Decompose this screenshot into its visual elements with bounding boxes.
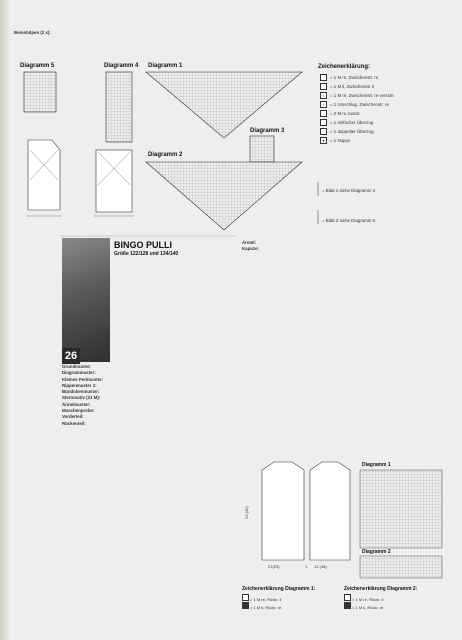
legend-item xyxy=(320,119,373,126)
blatt-2-label: = Blatt 2 siehe Diagramm 5 xyxy=(322,218,376,223)
label-maschenprobe: Maschenprobe: xyxy=(62,408,95,414)
diagram-1-label: Diagramm 1 xyxy=(148,63,183,69)
model-photo xyxy=(62,238,110,362)
legend-item xyxy=(320,128,374,135)
label-rippenmuster: Rippenmuster 1: xyxy=(62,382,97,388)
stitch-symbol-icon xyxy=(320,74,327,81)
schematic-label-4: 23 (46) xyxy=(243,506,249,519)
legend-1-item-a xyxy=(242,594,281,602)
stitch-symbol-icon xyxy=(320,83,327,90)
stitch-symbol-icon xyxy=(320,128,327,135)
purl-symbol-icon xyxy=(242,602,249,609)
legend-item xyxy=(320,83,374,90)
legend-1-title: Zeichenerklärung Diagramm 1: xyxy=(242,586,316,592)
stitch-symbol-icon: ● xyxy=(320,137,327,144)
legend-2-title: Zeichenerklärung Diagramm 2: xyxy=(344,586,418,592)
label-sternmotiv: Sternmotiv (21 M): xyxy=(62,395,101,401)
legend-item-text: = 2 M re zusstr. xyxy=(330,111,361,116)
schematic-label-2: 1 xyxy=(305,564,308,569)
stitch-symbol-icon: × xyxy=(320,101,327,108)
legend-item xyxy=(320,101,389,108)
right-column-text xyxy=(242,240,452,460)
diagram-4-label: Diagramm 4 xyxy=(104,63,139,69)
legend-1-item-b-text: = 1 M li, Rückr. re xyxy=(250,605,282,610)
legend-item xyxy=(320,74,378,81)
label-buendchenmuster: Bündchenmuster: xyxy=(62,389,100,395)
label-vorderteil: Vorderteil: xyxy=(62,414,84,420)
bottom-diagram-2-label: Diagramm 2 xyxy=(362,549,391,555)
legend-2-item-b-text: = 1 M li, Rückr. re xyxy=(352,605,384,610)
stitch-symbol-icon xyxy=(320,110,327,117)
diagram-1 xyxy=(146,72,302,138)
beinstulpen-label: Beinstulpen (2 x): xyxy=(14,30,51,35)
legend-item-text: = 1 M li, Zwischenstr. li xyxy=(330,84,375,89)
label-grundmuster: Grundmuster: xyxy=(62,364,92,369)
legend-item-text: = 1 einfacher Überzug xyxy=(330,120,374,125)
diagram-2-label: Diagramm 2 xyxy=(148,152,183,158)
bingo-sizes: Größe 122/128 und 134/140 xyxy=(114,251,179,257)
label-kleines-perlmuster: Kleines Perlmuster: xyxy=(62,376,104,382)
legend-item-text: = 1 Noppe xyxy=(330,138,351,143)
knit-symbol-icon xyxy=(344,594,351,601)
photo-number: 26 xyxy=(62,348,80,364)
schematic-label-1: 21(23) xyxy=(268,564,280,569)
diagram-4 xyxy=(94,72,134,216)
legend-item-text: = 1 M re, Zwischenstr. re verschr. xyxy=(330,93,395,98)
diagram-2 xyxy=(146,162,302,230)
legend-title: Zeichenerklärung: xyxy=(318,64,371,70)
legend-1-item-b xyxy=(242,602,281,610)
legend-2-item-a-text: = 1 M re, Rückr. li xyxy=(352,597,384,602)
label-rueckenteil: Rückenteil: xyxy=(62,420,86,426)
legend-1-item-a-text: = 1 M re, Rückr. li xyxy=(250,597,282,602)
stitch-symbol-icon xyxy=(320,119,327,126)
label-aermel: Ärmel: xyxy=(242,240,256,245)
label-aermelmuster: Ärmelmuster: xyxy=(62,401,91,407)
legend-item xyxy=(320,137,350,144)
legend-item-text: = 1 doppelter Überzug xyxy=(330,129,374,134)
garment-schematic xyxy=(262,462,350,560)
diagram-3-label: Diagramm 3 xyxy=(250,128,285,134)
legend-item-text: = 1 M re, Zwischenstr. re xyxy=(330,75,379,80)
bingo-title: BINGO PULLI xyxy=(114,240,172,250)
diagram-5-label: Diagramm 5 xyxy=(20,63,55,69)
legend-2-item-a xyxy=(344,594,383,602)
bingo-intro xyxy=(114,260,234,350)
purl-symbol-icon xyxy=(344,602,351,609)
legend-item xyxy=(320,110,360,117)
legend-2-item-b xyxy=(344,602,383,610)
stitch-symbol-icon: × xyxy=(320,92,327,99)
knit-symbol-icon xyxy=(242,594,249,601)
label-diagrammuster: Diagrammuster: xyxy=(62,370,96,376)
left-column-text xyxy=(62,364,236,614)
legend-item-text: = 1 Umschlag, Zwischenstr. re xyxy=(330,102,389,107)
diagram-3 xyxy=(250,136,274,162)
schematic-label-3: 12 (46) xyxy=(314,564,327,569)
label-kapuze: Kapuze: xyxy=(242,246,260,252)
blatt-1-label: = Blatt 1 siehe Diagramm 3 xyxy=(322,188,376,193)
legend-item xyxy=(320,92,395,99)
diagram-5 xyxy=(24,72,62,216)
bottom-diagram-1-label: Diagramm 1 xyxy=(362,462,391,468)
